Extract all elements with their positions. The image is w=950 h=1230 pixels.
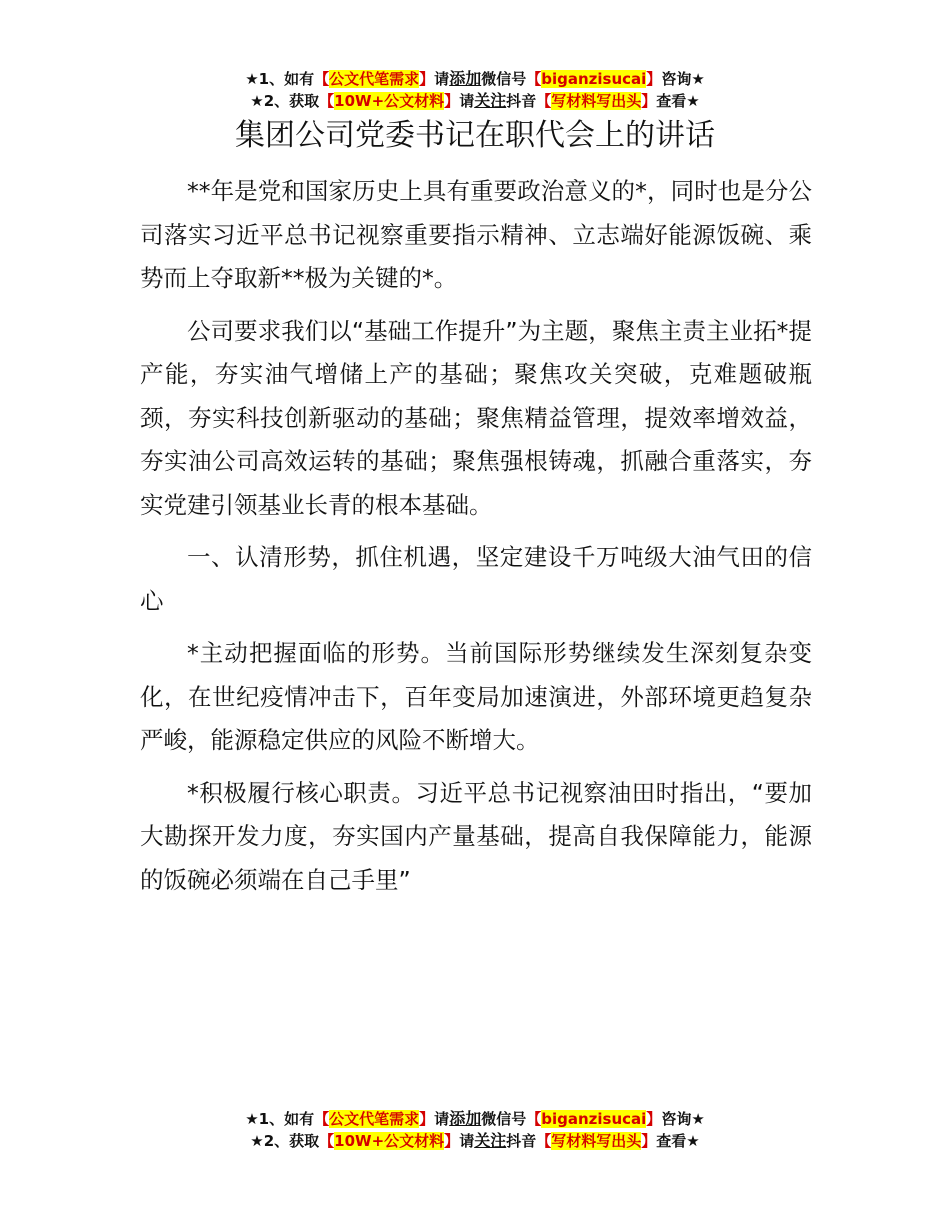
bracket: 】 [444,92,460,110]
banner-line-2 [0,90,950,112]
banner-text: 请 [434,70,450,88]
banner-text: 咨询★ [661,70,705,88]
bracket: 【 [319,1132,335,1150]
paragraph: *积极履行核心职责。习近平总书记视察油田时指出，“要加大勘探开发力度，夯实国内产量基础，提高自我保障能力，能源的饭碗必须端在自己手里” [140,778,812,894]
bracket: 】 [419,70,435,88]
footer-banner [0,1108,950,1152]
banner-line-1 [0,1108,950,1130]
highlight-wechat-id: biganzisucai [541,1110,647,1128]
banner-text: 查看★ [656,1132,700,1150]
paragraph: *主动把握面临的形势。当前国际形势继续发生深刻复杂变化，在世纪疫情冲击下，百年变局加速演进，外部环境更趋复杂严峻，能源稳定供应的风险不断增大。 [140,639,812,754]
banner-emphasis: 关注 [474,91,507,110]
bracket: 【 [319,92,335,110]
document-title: 集团公司党委书记在职代会上的讲话 [235,118,715,153]
highlight-douyin-account: 写材料写出头 [551,1132,642,1150]
banner-text: ★2、获取 [250,92,320,110]
banner-text: ★1、如有 [245,1110,315,1128]
bracket: 【 [526,1110,542,1128]
highlight-service: 公文代笔需求 [329,1110,420,1128]
paragraph: 公司要求我们以“基础工作提升”为主题，聚焦主责主业拓*提产能，夯实油气增储上产的基础；聚焦攻关突破，克难题破瓶颈，夯实科技创新驱动的基础；聚焦精益管理，提效率增效益，夯实油公司高效运转的基础；聚焦强根铸魂，抓融合重落实，夯实党建引领基业长青的根本基础。 [140,316,812,519]
paragraph: **年是党和国家历史上具有重要政治意义的*，同时也是分公司落实习近平总书记视察重要指示精神、立志端好能源饭碗、乘势而上夺取新**极为关键的*。 [140,177,812,292]
bracket: 】 [646,70,662,88]
banner-text: ★2、获取 [250,1132,320,1150]
header-banner [0,68,950,112]
banner-line-2 [0,1130,950,1152]
banner-text: 咨询★ [661,1110,705,1128]
bracket: 】 [641,1132,657,1150]
banner-text: 抖音 [506,92,537,110]
highlight-wechat-id: biganzisucai [541,70,647,88]
banner-emphasis: 添加 [449,69,482,88]
section-heading: 一、认清形势，抓住机遇，坚定建设千万吨级大油气田的信心 [140,543,812,615]
highlight-service: 公文代笔需求 [329,70,420,88]
document-body [140,170,812,911]
highlight-douyin-account: 写材料写出头 [551,92,642,110]
banner-text: 微信号 [481,70,527,88]
banner-emphasis: 添加 [449,1109,482,1128]
highlight-materials: 10W+公文材料 [334,92,445,110]
bracket: 】 [641,92,657,110]
banner-text: ★1、如有 [245,70,315,88]
banner-text: 查看★ [656,92,700,110]
bracket: 【 [536,92,552,110]
bracket: 【 [536,1132,552,1150]
highlight-materials: 10W+公文材料 [334,1132,445,1150]
bracket: 【 [314,1110,330,1128]
banner-text: 请 [434,1110,450,1128]
banner-text: 请 [459,92,475,110]
banner-emphasis: 关注 [474,1131,507,1150]
banner-text: 微信号 [481,1110,527,1128]
bracket: 【 [314,70,330,88]
bracket: 】 [419,1110,435,1128]
bracket: 】 [646,1110,662,1128]
bracket: 【 [526,70,542,88]
banner-text: 抖音 [506,1132,537,1150]
banner-text: 请 [459,1132,475,1150]
banner-line-1 [0,68,950,90]
bracket: 】 [444,1132,460,1150]
